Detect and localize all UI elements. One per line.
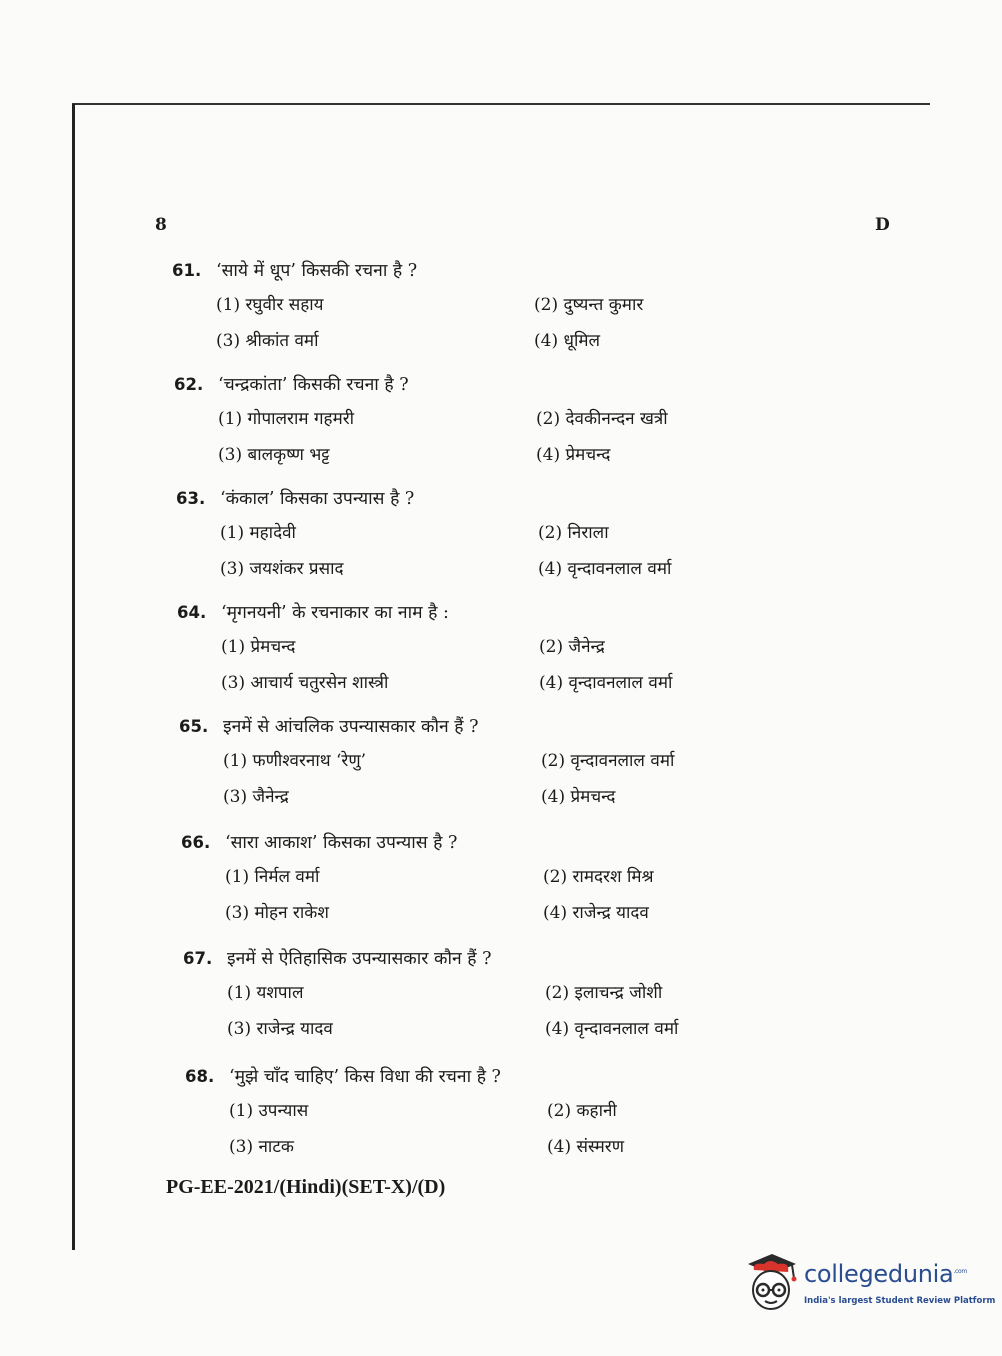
option-1: (1) गोपालराम गहमरी (218, 409, 355, 429)
question-66 (181, 830, 801, 936)
option-4: (4) संस्मरण (547, 1137, 624, 1157)
options (229, 1098, 805, 1170)
option-4: (4) वृन्दावनलाल वर्मा (539, 673, 673, 693)
option-2: (2) रामदरश मिश्र (543, 867, 654, 887)
option-3: (3) राजेन्द्र यादव (227, 1019, 333, 1039)
question-text: ‘सारा आकाश’ किसका उपन्यास है ? (225, 833, 458, 853)
question-62 (174, 372, 794, 478)
option-2: (2) कहानी (547, 1101, 617, 1121)
question-number: 65. (179, 717, 209, 736)
option-4: (4) वृन्दावनलाल वर्मा (545, 1019, 679, 1039)
option-2: (2) दुष्यन्त कुमार (534, 295, 644, 315)
options (227, 980, 803, 1052)
question-text: ‘मुझे चाँद चाहिए’ किस विधा की रचना है ? (229, 1067, 501, 1087)
question-64 (177, 600, 797, 706)
option-1: (1) फणीश्वरनाथ ‘रेणु’ (223, 751, 367, 771)
option-1: (1) निर्मल वर्मा (225, 867, 320, 887)
option-3: (3) जयशंकर प्रसाद (220, 559, 344, 579)
mascot-icon (742, 1250, 802, 1316)
question-text: इनमें से ऐतिहासिक उपन्यासकार कौन हैं ? (227, 949, 492, 969)
options (221, 634, 797, 706)
set-letter: D (875, 215, 890, 235)
question-number: 61. (172, 261, 202, 280)
question-text: ‘मृगनयनी’ के रचनाकार का नाम है : (221, 603, 449, 623)
option-3: (3) आचार्य चतुरसेन शास्त्री (221, 673, 389, 693)
option-2: (2) देवकीनन्दन खत्री (536, 409, 668, 429)
question-text: ‘कंकाल’ किसका उपन्यास है ? (220, 489, 415, 509)
option-3: (3) मोहन राकेश (225, 903, 329, 923)
collegedunia-logo (742, 1250, 996, 1320)
brand-tld: .com (953, 1268, 967, 1275)
left-border-line (72, 104, 75, 1250)
option-1: (1) प्रेमचन्द (221, 637, 296, 657)
option-2: (2) निराला (538, 523, 609, 543)
option-2: (2) इलाचन्द्र जोशी (545, 983, 663, 1003)
question-65 (179, 714, 799, 820)
option-2: (2) वृन्दावनलाल वर्मा (541, 751, 675, 771)
option-1: (1) उपन्यास (229, 1101, 309, 1121)
option-3: (3) श्रीकांत वर्मा (216, 331, 319, 351)
option-4: (4) राजेन्द्र यादव (543, 903, 649, 923)
options (216, 292, 792, 364)
options (223, 748, 799, 820)
question-number: 68. (185, 1067, 215, 1086)
question-text: इनमें से आंचलिक उपन्यासकार कौन हैं ? (223, 717, 479, 737)
question-number: 66. (181, 833, 211, 852)
question-61 (172, 258, 792, 364)
question-text: ‘चन्द्रकांता’ किसकी रचना है ? (218, 375, 409, 395)
question-67 (183, 946, 803, 1052)
top-border-line (72, 103, 930, 105)
option-1: (1) रघुवीर सहाय (216, 295, 324, 315)
question-number: 67. (183, 949, 213, 968)
paper-code: PG-EE-2021/(Hindi)(SET-X)/(D) (166, 1176, 446, 1198)
option-1: (1) यशपाल (227, 983, 304, 1003)
option-4: (4) प्रेमचन्द (541, 787, 616, 807)
question-68 (185, 1064, 805, 1170)
options (218, 406, 794, 478)
option-4: (4) धूमिल (534, 331, 601, 351)
option-4: (4) वृन्दावनलाल वर्मा (538, 559, 672, 579)
question-number: 62. (174, 375, 204, 394)
page-number: 8 (155, 215, 167, 235)
question-text: ‘साये में धूप’ किसकी रचना है ? (216, 261, 418, 281)
options (225, 864, 801, 936)
brand-tagline: India's largest Student Review Platform (804, 1296, 996, 1306)
question-number: 63. (176, 489, 206, 508)
option-3: (3) नाटक (229, 1137, 294, 1157)
option-1: (1) महादेवी (220, 523, 296, 543)
option-2: (2) जैनेन्द्र (539, 637, 605, 657)
brand-name: collegedunia (804, 1260, 954, 1288)
question-number: 64. (177, 603, 207, 622)
option-3: (3) जैनेन्द्र (223, 787, 289, 807)
options (220, 520, 796, 592)
option-3: (3) बालकृष्ण भट्ट (218, 445, 330, 465)
option-4: (4) प्रेमचन्द (536, 445, 611, 465)
question-63 (176, 486, 796, 592)
